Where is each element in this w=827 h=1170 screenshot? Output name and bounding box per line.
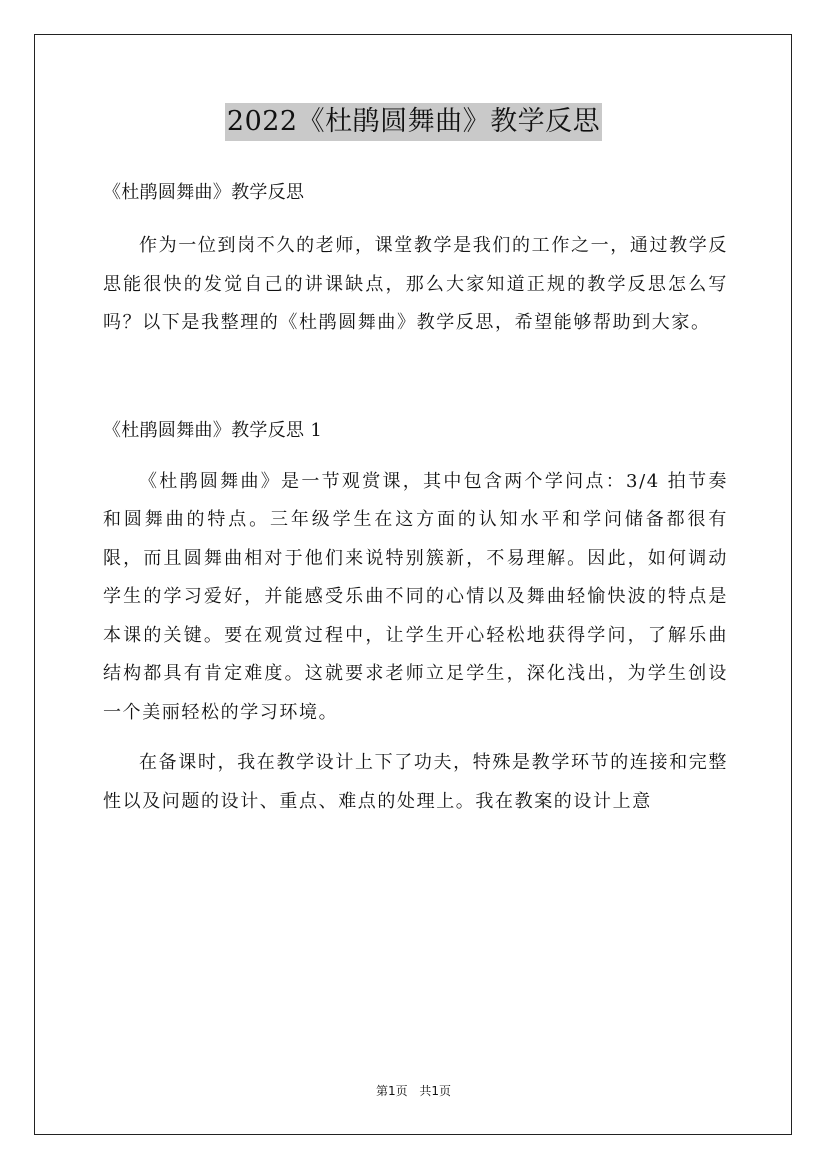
document-title: 2022《杜鹃圆舞曲》教学反思 <box>225 103 602 141</box>
section-heading: 《杜鹃圆舞曲》教学反思 <box>103 182 305 203</box>
page-footer <box>0 1082 827 1099</box>
paragraph: 作为一位到岗不久的老师，课堂教学是我们的工作之一，通过教学反思能很快的发觉自己的讲课缺点，那么大家知道正规的教学反思怎么写吗？以下是我整理的《杜鹃圆舞曲》教学反思，希望能够帮助到大家。 <box>103 235 728 333</box>
document-body <box>103 175 728 821</box>
paragraph: 《杜鹃圆舞曲》是一节观赏课，其中包含两个学问点：3/4 拍节奏和圆舞曲的特点。三年级学生在这方面的认知水平和学问储备都很有限，而且圆舞曲相对于他们来说特别簇新，不易理解。因此，如何调动学生的学习爱好，并能感受乐曲不同的心情以及舞曲轻愉快波的特点是本课的关键。要在观赏过程中，让学生开心轻松地获得学问，了解乐曲结构都具有肯定难度。这就要求老师立足学生，深化浅出，为学生创设一个美丽轻松的学习环境。 <box>103 470 728 723</box>
page-number: 第1页 <box>375 1084 408 1098</box>
title-container <box>0 103 827 141</box>
page-total: 共1页 <box>419 1084 452 1098</box>
section-heading: 《杜鹃圆舞曲》教学反思 1 <box>103 419 323 441</box>
paragraph: 在备课时，我在教学设计上下了功夫，特殊是教学环节的连接和完整性以及问题的设计、重点、难点的处理上。我在教案的设计上意 <box>103 752 728 812</box>
